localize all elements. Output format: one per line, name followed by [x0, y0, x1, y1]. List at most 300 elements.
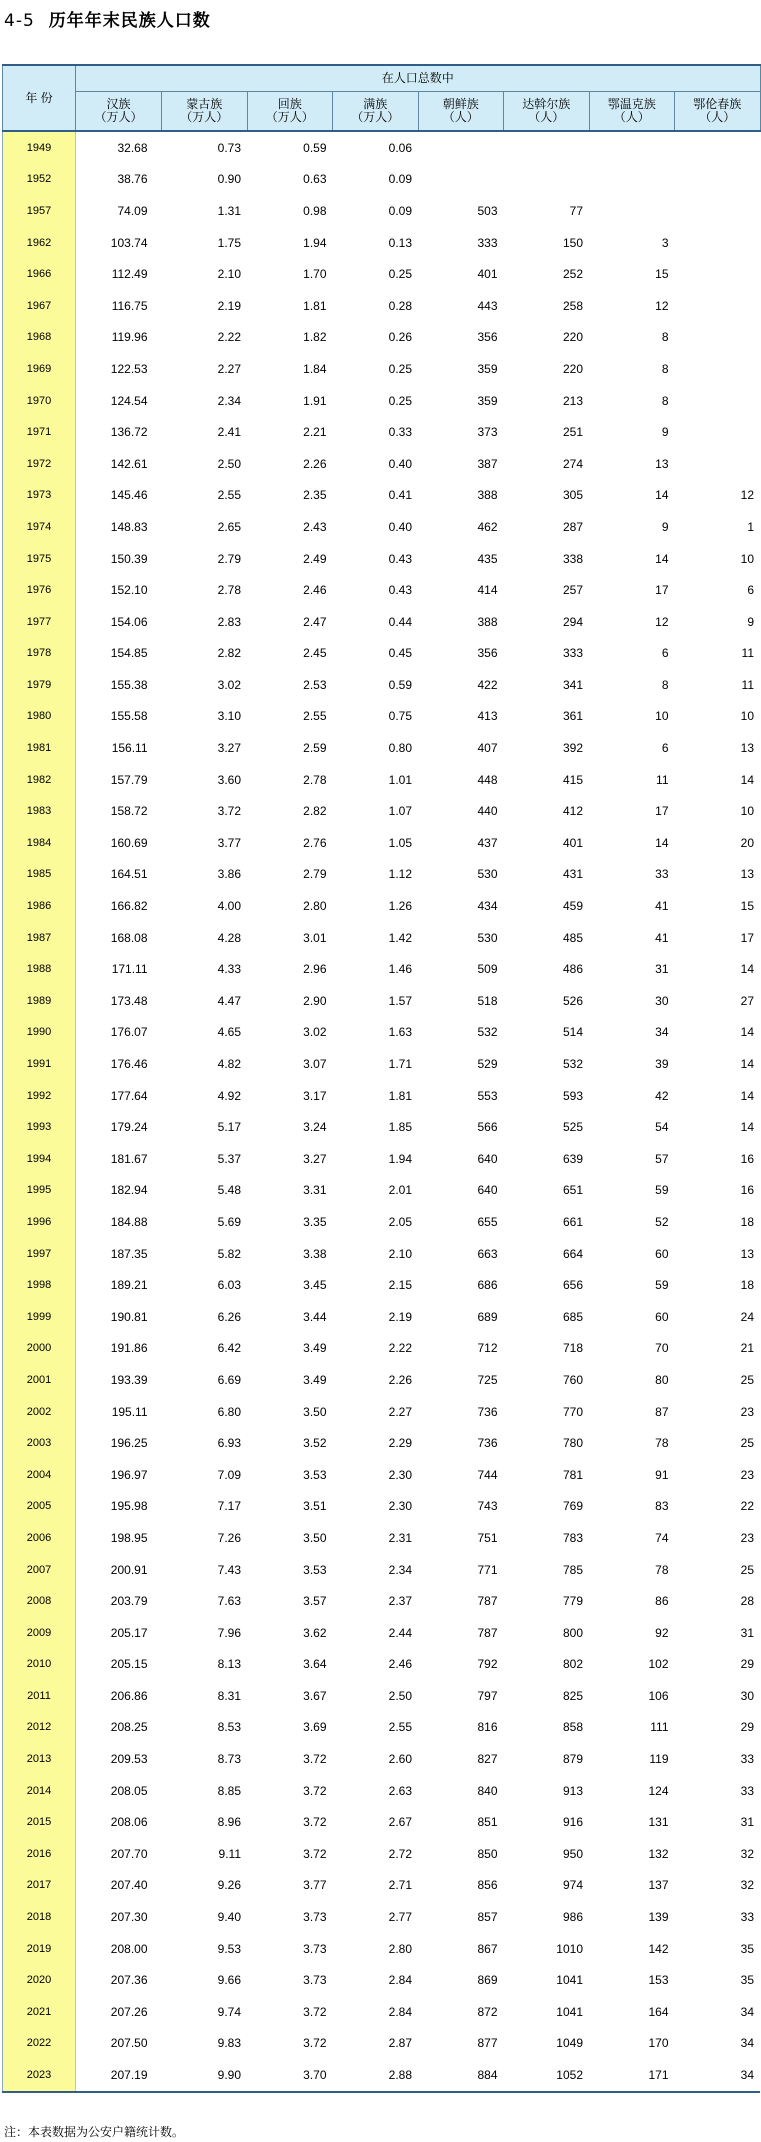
value-cell: 333	[477, 235, 498, 250]
value-cell: 3.50	[303, 1404, 327, 1419]
year-cell: 1978	[3, 638, 76, 670]
value-cell: 974	[562, 1878, 583, 1893]
table-row	[3, 1048, 761, 1080]
value-cell: 1.75	[217, 235, 241, 250]
value-cell: 164.51	[110, 867, 148, 882]
value-cell: 119	[649, 1752, 669, 1767]
year-cell: 1952	[3, 164, 76, 196]
value-cell: 2.63	[388, 1783, 412, 1798]
value-cell: 689	[477, 1309, 498, 1324]
value-cell: 1.12	[388, 867, 412, 882]
table-row	[3, 1901, 761, 1933]
table-row	[3, 827, 761, 859]
table-row	[3, 164, 761, 196]
table-row	[3, 322, 761, 354]
column-header	[504, 92, 590, 132]
value-cell: 486	[562, 962, 583, 977]
value-cell: 193.39	[110, 1372, 148, 1387]
value-cell: 17	[740, 930, 755, 945]
year-cell: 1968	[3, 322, 76, 354]
value-cell: 9.40	[217, 1910, 241, 1925]
value-cell: 33	[740, 1910, 755, 1925]
value-cell: 437	[477, 835, 498, 850]
table-row	[3, 1427, 761, 1459]
value-cell: 257	[562, 583, 583, 598]
value-cell: 5.17	[217, 1120, 241, 1135]
value-cell: 150.39	[110, 551, 148, 566]
value-cell: 156.11	[111, 741, 148, 756]
value-cell: 207.19	[76, 2059, 162, 2092]
column-unit: （人）	[699, 110, 736, 124]
value-cell: 3.27	[217, 741, 241, 756]
year-cell: 1992	[3, 1080, 76, 1112]
year-cell: 2000	[3, 1333, 76, 1365]
value-cell: 2.79	[303, 867, 327, 882]
value-cell: 1.91	[303, 393, 327, 408]
year-cell: 1991	[3, 1048, 76, 1080]
value-cell: 9	[661, 425, 669, 440]
value-cell: 986	[562, 1910, 583, 1925]
value-cell: 112.49	[111, 267, 148, 282]
value-cell: 440	[477, 804, 498, 819]
table-row	[3, 543, 761, 575]
value-cell: 9	[747, 614, 755, 629]
value-cell: 213	[562, 393, 583, 408]
value-cell: 0.09	[388, 172, 412, 187]
value-cell: 2.19	[217, 298, 241, 313]
value-cell: 388	[477, 614, 498, 629]
value-cell: 792	[477, 1657, 498, 1672]
year-cell: 1980	[3, 701, 76, 733]
value-cell: 2.43	[303, 519, 327, 534]
value-cell: 11	[741, 677, 755, 692]
table-row	[3, 1775, 761, 1807]
table-row	[3, 1838, 761, 1870]
value-cell: 155.58	[110, 709, 148, 724]
value-cell: 0.41	[388, 488, 412, 503]
value-cell: 0.40	[388, 519, 412, 534]
table-row	[3, 638, 761, 670]
value-cell: 2.21	[303, 425, 327, 440]
year-cell: 1994	[3, 1143, 76, 1175]
page-title	[4, 6, 211, 31]
value-cell: 3.72	[303, 2004, 327, 2019]
value-cell: 913	[562, 1783, 583, 1798]
value-cell: 3.07	[303, 1057, 327, 1072]
value-cell	[675, 227, 761, 259]
value-cell: 2.55	[217, 488, 241, 503]
value-cell: 392	[562, 741, 583, 756]
value-cell: 3.17	[303, 1088, 327, 1103]
year-cell: 2011	[3, 1680, 76, 1712]
value-cell: 8.73	[217, 1752, 241, 1767]
value-cell: 150	[562, 235, 583, 250]
value-cell: 189.21	[110, 1278, 148, 1293]
value-cell: 333	[562, 646, 583, 661]
value-cell: 751	[477, 1530, 498, 1545]
value-cell: 111	[650, 1720, 669, 1735]
value-cell: 9.11	[218, 1846, 241, 1861]
value-cell: 1.71	[388, 1057, 412, 1072]
value-cell: 413	[477, 709, 498, 724]
value-cell: 797	[477, 1688, 498, 1703]
value-cell: 566	[477, 1120, 498, 1135]
value-cell: 869	[477, 1973, 498, 1988]
value-cell: 59	[655, 1278, 669, 1293]
value-cell: 6.69	[217, 1372, 241, 1387]
value-cell: 207.30	[110, 1910, 148, 1925]
value-cell: 387	[477, 456, 498, 471]
value-cell: 3.35	[303, 1214, 327, 1229]
value-cell: 14	[740, 1120, 755, 1135]
value-cell: 2.27	[217, 361, 241, 376]
value-cell: 209.53	[110, 1752, 148, 1767]
table-row	[3, 1585, 761, 1617]
value-cell: 1.42	[388, 930, 412, 945]
value-cell: 525	[562, 1120, 583, 1135]
value-cell	[418, 164, 504, 196]
value-cell: 179.24	[110, 1120, 148, 1135]
value-cell: 86	[655, 1594, 669, 1609]
value-cell: 3.69	[303, 1720, 327, 1735]
value-cell: 2.60	[388, 1752, 412, 1767]
value-cell: 14	[740, 962, 755, 977]
value-cell: 3.64	[303, 1657, 327, 1672]
value-cell: 434	[477, 899, 498, 914]
value-cell: 124.54	[110, 393, 148, 408]
year-cell: 2014	[3, 1775, 76, 1807]
value-cell: 220	[562, 330, 583, 345]
value-cell: 17	[655, 804, 669, 819]
value-cell: 9.66	[217, 1973, 241, 1988]
value-cell: 2.22	[388, 1341, 412, 1356]
value-cell: 2.84	[388, 1973, 412, 1988]
value-cell: 514	[562, 1025, 583, 1040]
value-cell: 640	[477, 1183, 498, 1198]
value-cell: 9.90	[162, 2059, 248, 2092]
value-cell: 34	[655, 1025, 669, 1040]
value-cell: 136.72	[110, 425, 148, 440]
value-cell: 60	[655, 1309, 669, 1324]
value-cell: 32.68	[117, 140, 148, 155]
value-cell: 1041	[556, 1973, 583, 1988]
year-cell: 2002	[3, 1396, 76, 1428]
value-cell: 160.69	[110, 835, 148, 850]
value-cell: 14	[655, 835, 669, 850]
value-cell: 177.64	[110, 1088, 148, 1103]
value-cell: 21	[740, 1341, 755, 1356]
column-unit: （人）	[528, 110, 565, 124]
year-cell: 1969	[3, 353, 76, 385]
value-cell: 6.93	[217, 1436, 241, 1451]
value-cell: 6	[661, 741, 669, 756]
value-cell: 2.59	[303, 741, 327, 756]
year-cell: 2012	[3, 1712, 76, 1744]
value-cell: 11	[656, 772, 669, 787]
value-cell: 14	[740, 1088, 755, 1103]
value-cell: 13	[740, 741, 755, 756]
value-cell: 5.82	[217, 1246, 241, 1261]
value-cell: 15	[740, 899, 755, 914]
table-row	[3, 1364, 761, 1396]
value-cell: 518	[477, 993, 498, 1008]
value-cell: 7.96	[217, 1625, 241, 1640]
value-cell	[675, 353, 761, 385]
value-cell	[675, 385, 761, 417]
value-cell: 407	[477, 741, 498, 756]
value-cell: 39	[655, 1057, 669, 1072]
value-cell: 23	[740, 1404, 755, 1419]
value-cell	[504, 131, 590, 164]
table-row	[3, 1269, 761, 1301]
value-cell: 187.35	[110, 1246, 148, 1261]
value-cell: 139	[648, 1910, 669, 1925]
value-cell: 14	[740, 1025, 755, 1040]
value-cell: 7.43	[217, 1562, 241, 1577]
value-cell: 14	[655, 551, 669, 566]
value-cell: 153	[648, 1973, 669, 1988]
table-row	[3, 1301, 761, 1333]
value-cell: 3.73	[303, 1910, 327, 1925]
value-cell: 258	[562, 298, 583, 313]
value-cell: 92	[655, 1625, 669, 1640]
value-cell: 274	[562, 456, 583, 471]
value-cell: 4.33	[217, 962, 241, 977]
value-cell: 593	[562, 1088, 583, 1103]
column-unit: （人）	[613, 110, 650, 124]
value-cell: 851	[477, 1815, 498, 1830]
value-cell: 2.71	[388, 1878, 412, 1893]
year-cell: 1987	[3, 922, 76, 954]
value-cell: 1.94	[303, 235, 327, 250]
value-cell: 0.98	[303, 203, 327, 218]
table-row	[3, 1175, 761, 1207]
year-cell: 1988	[3, 953, 76, 985]
table-row	[3, 890, 761, 922]
value-cell: 2.84	[388, 2004, 412, 2019]
value-cell: 124	[648, 1783, 669, 1798]
value-cell: 816	[477, 1720, 498, 1735]
year-cell: 1949	[3, 131, 76, 164]
table-row	[3, 448, 761, 480]
value-cell: 743	[477, 1499, 498, 1514]
value-cell: 184.88	[110, 1214, 148, 1229]
value-cell: 661	[562, 1214, 583, 1229]
year-cell: 1975	[3, 543, 76, 575]
value-cell: 800	[562, 1625, 583, 1640]
table-header	[3, 65, 761, 131]
year-cell: 2020	[3, 1964, 76, 1996]
value-cell: 10	[740, 804, 755, 819]
value-cell: 2.50	[217, 456, 241, 471]
value-cell: 1041	[556, 2004, 583, 2019]
value-cell: 31	[655, 962, 669, 977]
value-cell: 0.43	[388, 551, 412, 566]
value-cell: 131	[648, 1815, 669, 1830]
value-cell: 3.51	[303, 1499, 327, 1514]
value-cell: 10	[740, 709, 755, 724]
value-cell: 251	[562, 425, 583, 440]
value-cell	[675, 290, 761, 322]
value-cell: 70	[655, 1341, 669, 1356]
table-row	[3, 1333, 761, 1365]
table-row	[3, 1933, 761, 1965]
value-cell: 103.74	[110, 235, 148, 250]
value-cell: 198.95	[110, 1530, 148, 1545]
value-cell	[675, 258, 761, 290]
value-cell: 6.42	[217, 1341, 241, 1356]
value-cell: 770	[562, 1404, 583, 1419]
value-cell: 5.69	[217, 1214, 241, 1229]
year-cell: 1997	[3, 1238, 76, 1270]
value-cell: 208.05	[110, 1783, 148, 1798]
value-cell: 7.17	[217, 1499, 241, 1514]
value-cell: 2.46	[388, 1657, 412, 1672]
value-cell: 827	[477, 1752, 498, 1767]
value-cell: 5.37	[217, 1151, 241, 1166]
value-cell: 13	[740, 1246, 755, 1261]
value-cell: 1049	[556, 2036, 583, 2051]
value-cell: 1.07	[388, 804, 412, 819]
value-cell: 857	[477, 1910, 498, 1925]
value-cell: 207.36	[110, 1973, 148, 1988]
value-cell: 16	[740, 1151, 755, 1166]
column-name: 满族	[363, 97, 388, 111]
value-cell: 6.26	[217, 1309, 241, 1324]
value-cell: 1010	[556, 1941, 583, 1956]
value-cell: 3.57	[303, 1594, 327, 1609]
value-cell: 31	[740, 1815, 755, 1830]
year-cell: 2005	[3, 1491, 76, 1523]
table-row	[3, 1491, 761, 1523]
value-cell: 27	[740, 993, 755, 1008]
value-cell: 850	[477, 1846, 498, 1861]
value-cell: 22	[740, 1499, 755, 1514]
value-cell: 0.45	[388, 646, 412, 661]
value-cell: 91	[655, 1467, 669, 1482]
table-row	[3, 1806, 761, 1838]
table-row	[3, 1459, 761, 1491]
value-cell: 34	[740, 2036, 755, 2051]
value-cell: 16	[740, 1183, 755, 1198]
table-row	[3, 953, 761, 985]
table-number: 4-5	[4, 11, 35, 31]
value-cell: 0.73	[217, 140, 241, 155]
value-cell: 13	[740, 867, 755, 882]
value-cell: 154.06	[110, 614, 148, 629]
value-cell: 462	[477, 519, 498, 534]
value-cell: 208.25	[110, 1720, 148, 1735]
value-cell: 3.77	[217, 835, 241, 850]
value-cell: 205.17	[110, 1625, 148, 1640]
value-cell: 655	[477, 1214, 498, 1229]
value-cell: 2.27	[388, 1404, 412, 1419]
value-cell: 1.81	[388, 1088, 412, 1103]
table-row	[3, 1522, 761, 1554]
value-cell: 2.72	[388, 1846, 412, 1861]
population-table	[2, 64, 761, 2093]
value-cell: 8	[661, 677, 669, 692]
value-cell: 25	[740, 1372, 755, 1387]
value-cell: 74	[655, 1530, 669, 1545]
value-cell: 787	[477, 1594, 498, 1609]
value-cell: 1.94	[388, 1151, 412, 1166]
year-cell: 2018	[3, 1901, 76, 1933]
value-cell: 8.13	[217, 1657, 241, 1672]
table-row	[3, 1712, 761, 1744]
table-row	[3, 1870, 761, 1902]
column-header	[418, 92, 504, 132]
value-cell: 361	[562, 709, 583, 724]
value-cell: 28	[740, 1594, 755, 1609]
table-row	[3, 131, 761, 164]
value-cell: 532	[477, 1025, 498, 1040]
value-cell: 0.59	[388, 677, 412, 692]
value-cell: 155.38	[110, 677, 148, 692]
value-cell: 3.67	[303, 1688, 327, 1703]
value-cell: 686	[477, 1278, 498, 1293]
value-cell: 2.50	[388, 1688, 412, 1703]
value-cell: 3.45	[303, 1278, 327, 1293]
value-cell: 2.05	[388, 1214, 412, 1229]
value-cell: 2.47	[303, 614, 327, 629]
value-cell: 3.62	[303, 1625, 327, 1640]
year-cell: 1962	[3, 227, 76, 259]
value-cell	[418, 131, 504, 164]
value-cell: 663	[477, 1246, 498, 1261]
table-row	[3, 195, 761, 227]
value-cell: 4.82	[217, 1057, 241, 1072]
value-cell: 532	[562, 1057, 583, 1072]
value-cell: 80	[655, 1372, 669, 1387]
column-header	[333, 92, 419, 132]
value-cell: 3.24	[303, 1120, 327, 1135]
year-cell: 2013	[3, 1743, 76, 1775]
column-name: 蒙古族	[186, 97, 223, 111]
value-cell: 14	[655, 488, 669, 503]
value-cell: 1.70	[303, 267, 327, 282]
value-cell: 9.26	[217, 1878, 241, 1893]
year-cell: 1967	[3, 290, 76, 322]
value-cell: 190.81	[110, 1309, 148, 1324]
value-cell: 872	[477, 2004, 498, 2019]
value-cell: 3.02	[217, 677, 241, 692]
value-cell: 54	[655, 1120, 669, 1135]
value-cell: 718	[562, 1341, 583, 1356]
value-cell: 769	[562, 1499, 583, 1514]
year-cell: 1986	[3, 890, 76, 922]
value-cell: 3.02	[303, 1025, 327, 1040]
value-cell: 359	[477, 393, 498, 408]
year-cell: 1999	[3, 1301, 76, 1333]
value-cell: 725	[477, 1372, 498, 1387]
value-cell: 1	[747, 519, 755, 534]
value-cell	[589, 164, 675, 196]
table-row	[3, 1964, 761, 1996]
value-cell: 2.46	[303, 583, 327, 598]
value-cell: 102	[648, 1657, 669, 1672]
value-cell: 0.75	[388, 709, 412, 724]
value-cell: 157.79	[110, 772, 148, 787]
table-row	[3, 353, 761, 385]
table-row	[3, 1396, 761, 1428]
value-cell: 2.10	[217, 267, 241, 282]
value-cell: 3.72	[303, 1846, 327, 1861]
value-cell: 2.34	[388, 1562, 412, 1577]
value-cell: 30	[655, 993, 669, 1008]
table-row	[3, 764, 761, 796]
value-cell: 29	[740, 1657, 755, 1672]
